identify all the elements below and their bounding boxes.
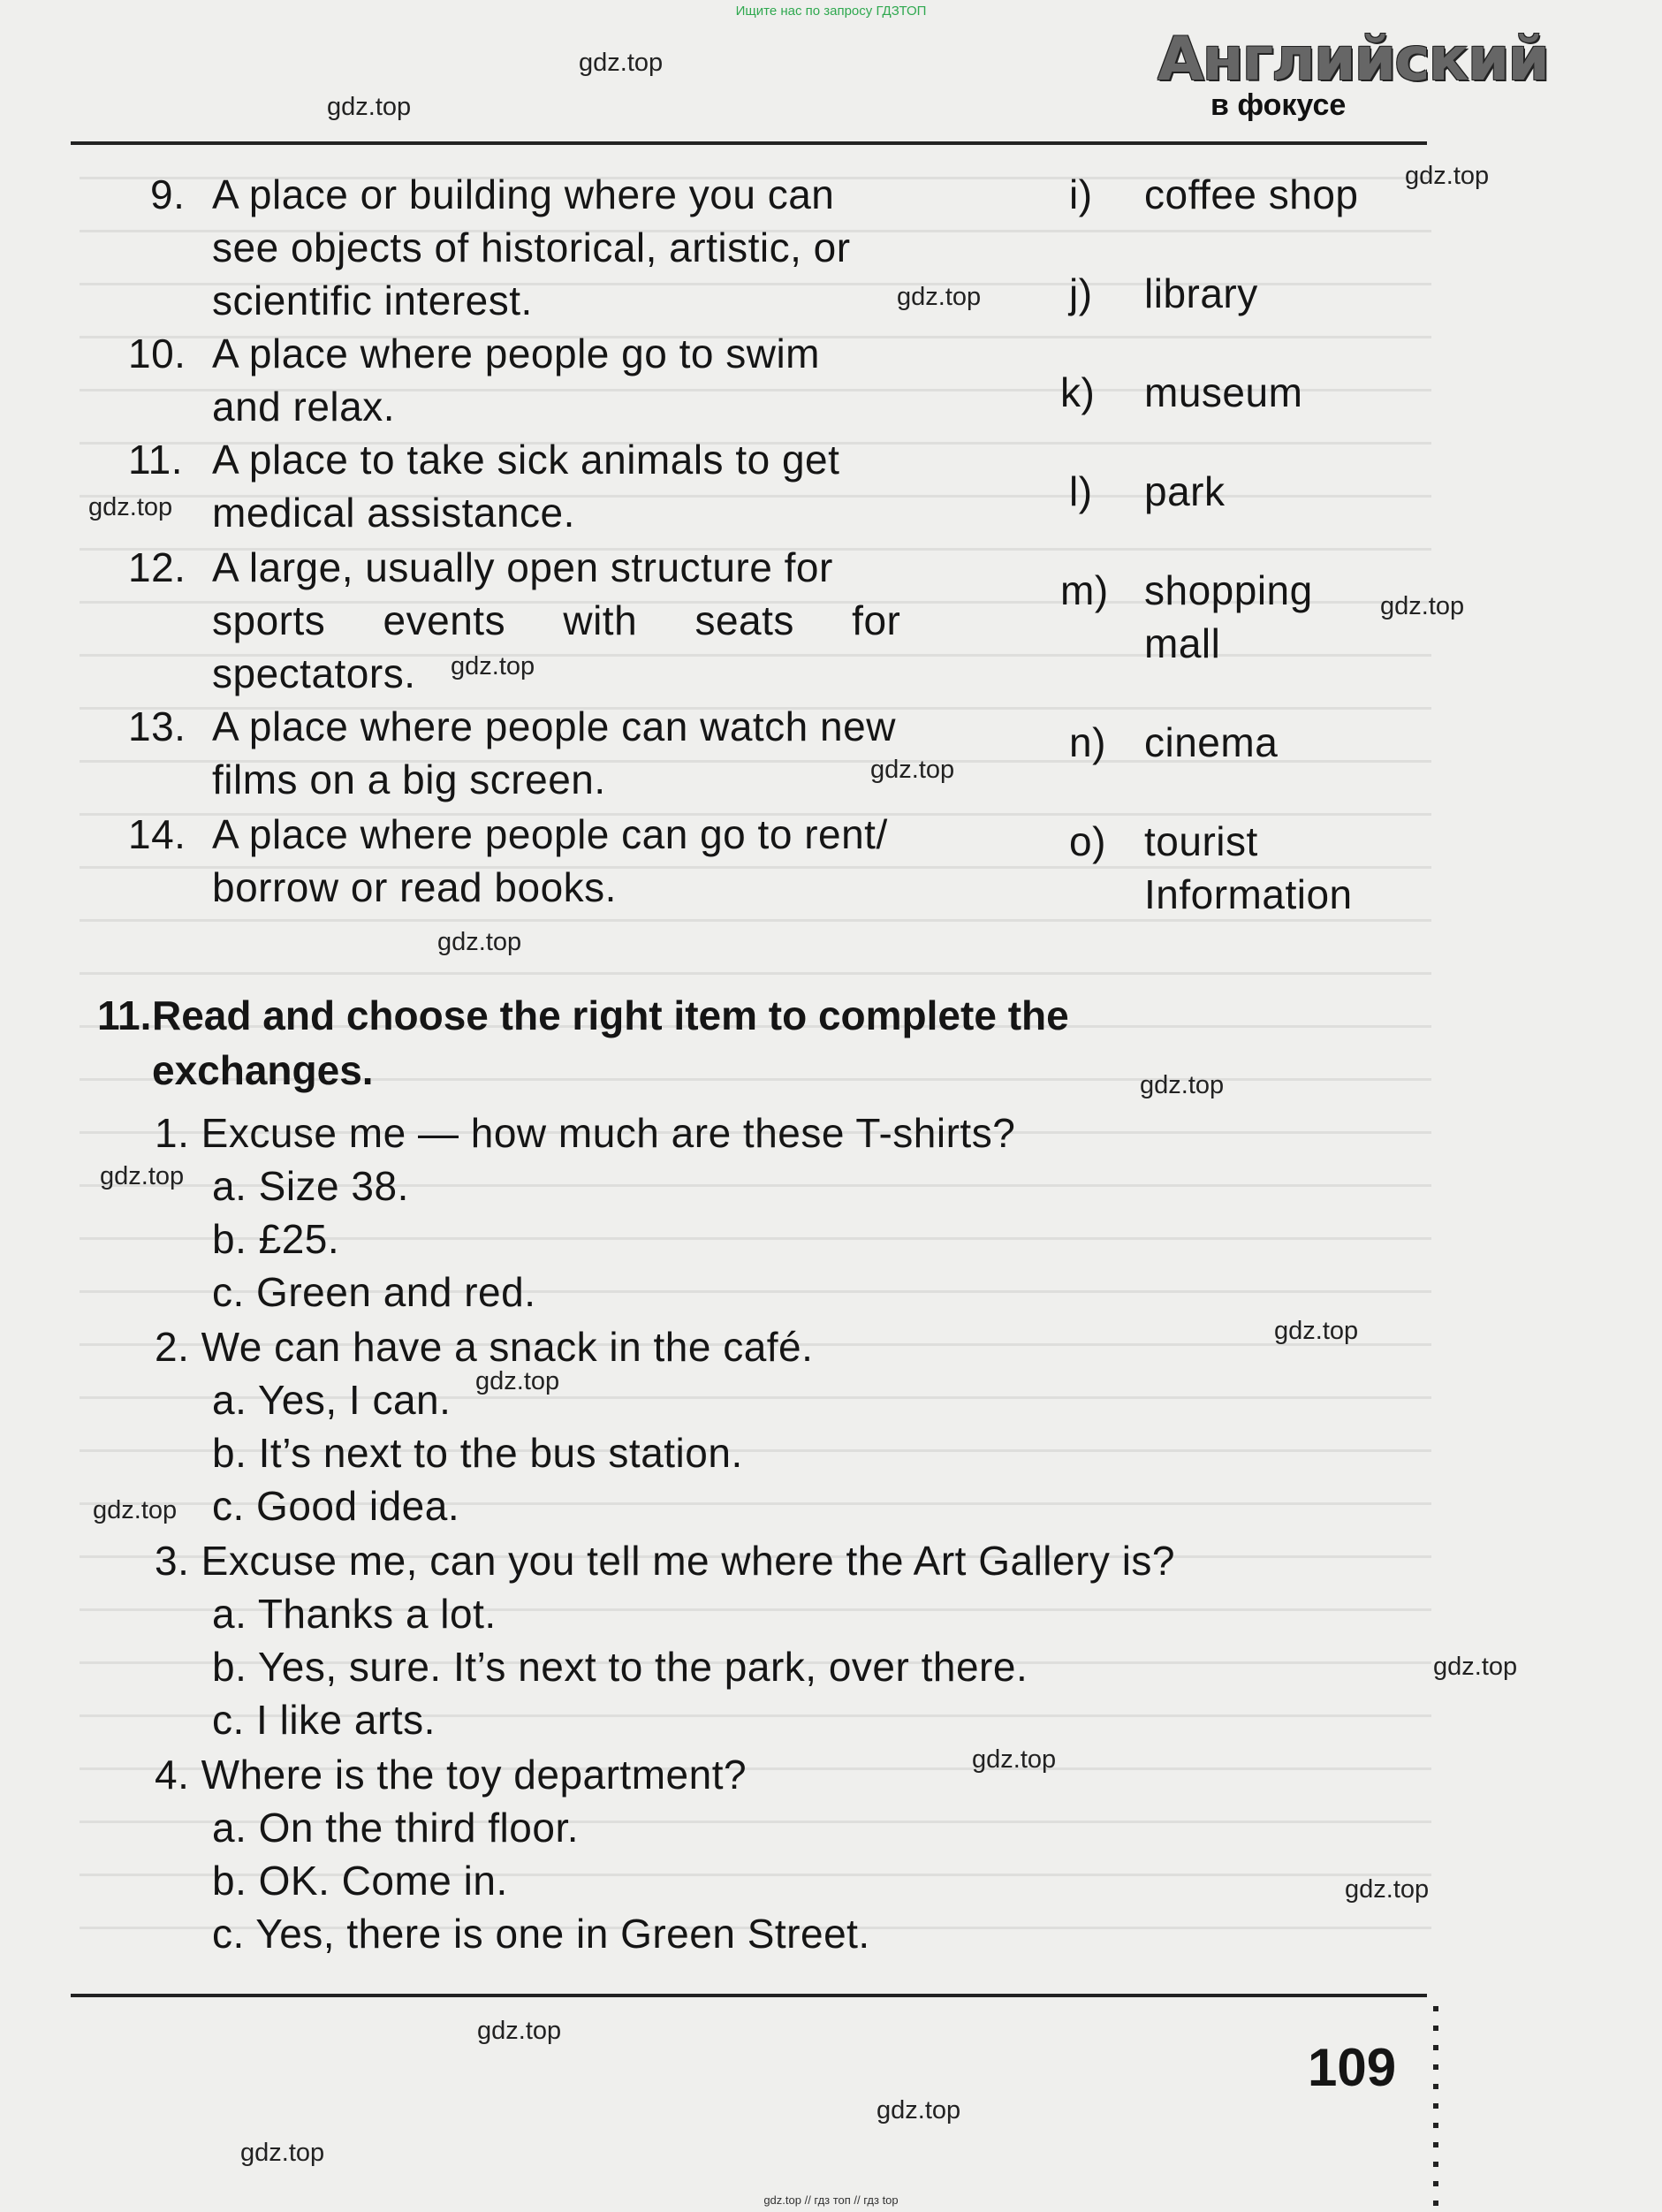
watermark: gdz.top <box>870 756 955 784</box>
item-number: 11. <box>128 437 184 483</box>
exercise-title-line: Read and choose the right item to complete the <box>152 992 1069 1038</box>
logo-title: Английский <box>1157 25 1548 95</box>
item-text-line: see objects of historical, artistic, or <box>212 224 851 270</box>
watermark: gdz.top <box>579 49 664 77</box>
item-text-line: medical assistance. <box>212 490 575 536</box>
book-logo <box>1157 25 1548 122</box>
item-number: 14. <box>128 811 186 857</box>
answer-option: c. Green and red. <box>212 1269 536 1315</box>
option-text: park <box>1144 468 1226 514</box>
option-letter: i) <box>1069 171 1093 217</box>
answer-option: b. It’s next to the bus station. <box>212 1430 743 1476</box>
exercise-number: 11. <box>97 992 152 1038</box>
watermark: gdz.top <box>100 1162 185 1190</box>
item-number: 10. <box>128 331 186 376</box>
logo-subtitle: в фокусе <box>1210 88 1347 122</box>
answer-option: c. Yes, there is one in Green Street. <box>212 1911 870 1957</box>
exercise-title-line: exchanges. <box>152 1047 374 1093</box>
watermark: gdz.top <box>877 2096 961 2125</box>
answer-option: a. Thanks a lot. <box>212 1591 497 1637</box>
option-letter: m) <box>1060 567 1109 613</box>
item-text-line: A place where people can watch new <box>212 703 896 749</box>
option-letter: j) <box>1069 270 1093 316</box>
question: 1. Excuse me — how much are these T-shirts? <box>155 1110 1016 1156</box>
option-letter: l) <box>1069 468 1093 514</box>
watermark: gdz.top <box>1140 1071 1225 1099</box>
watermark: gdz.top <box>240 2139 325 2167</box>
watermark: gdz.top <box>1433 1653 1518 1681</box>
item-number: 9. <box>150 171 186 217</box>
answer-option: b. OK. Come in. <box>212 1858 508 1904</box>
header-rule <box>71 141 1427 145</box>
watermark: gdz.top <box>1380 592 1465 620</box>
item-text-line: scientific interest. <box>212 277 533 323</box>
item-text-line: A place to take sick animals to get <box>212 437 840 483</box>
watermark: gdz.top <box>1405 162 1490 190</box>
watermark: gdz.top <box>327 93 412 121</box>
option-text: library <box>1144 270 1258 316</box>
item-text-line: A large, usually open structure for <box>212 544 833 590</box>
option-text: shopping <box>1144 567 1313 613</box>
watermark: gdz.top <box>88 493 173 521</box>
item-text-line: A place where people can go to rent/ <box>212 811 888 857</box>
answer-option: b. Yes, sure. It’s next to the park, over there. <box>212 1644 1028 1690</box>
footer-rule <box>71 1994 1427 1997</box>
item-number: 12. <box>128 544 186 590</box>
answer-option: c. I like arts. <box>212 1697 436 1743</box>
answer-option: b. £25. <box>212 1216 340 1262</box>
question: 2. We can have a snack in the café. <box>155 1324 814 1370</box>
option-text: Information <box>1144 871 1353 917</box>
answer-option: c. Good idea. <box>212 1483 460 1529</box>
watermark: gdz.top <box>972 1745 1057 1774</box>
item-text-line: borrow or read books. <box>212 864 617 910</box>
item-text-line: sports events with seats for <box>212 597 901 643</box>
answer-option: a. On the third floor. <box>212 1805 580 1851</box>
answer-option: a. Size 38. <box>212 1163 409 1209</box>
page-number: 109 <box>1308 2038 1397 2097</box>
item-number: 13. <box>128 703 186 749</box>
option-text: museum <box>1144 369 1303 415</box>
watermark: gdz.top <box>475 1367 560 1395</box>
item-text-line: films on a big screen. <box>212 756 606 802</box>
top-banner: Ищите нас по запросу ГДЗТОП <box>735 4 927 19</box>
question: 4. Where is the toy department? <box>155 1752 748 1798</box>
margin-dots <box>1433 2006 1438 2209</box>
watermark: gdz.top <box>451 652 535 680</box>
option-letter: n) <box>1069 719 1106 765</box>
option-letter: k) <box>1060 369 1096 415</box>
bottom-banner: gdz.top // гдз топ // гдз top <box>763 2193 899 2207</box>
option-text: cinema <box>1144 719 1279 765</box>
question: 3. Excuse me, can you tell me where the Art Gallery is? <box>155 1538 1175 1584</box>
watermark: gdz.top <box>477 2017 562 2045</box>
item-text-line: A place or building where you can <box>212 171 835 217</box>
watermark: gdz.top <box>437 928 522 956</box>
watermark: gdz.top <box>897 283 982 311</box>
watermark: gdz.top <box>1274 1317 1359 1345</box>
watermark: gdz.top <box>93 1496 178 1524</box>
option-text: coffee shop <box>1144 171 1359 217</box>
item-text-line: A place where people go to swim <box>212 331 821 376</box>
item-text-line: spectators. <box>212 650 416 696</box>
option-text: tourist <box>1144 818 1258 864</box>
option-letter: o) <box>1069 818 1106 864</box>
answer-option: a. Yes, I can. <box>212 1377 452 1423</box>
watermark: gdz.top <box>1345 1875 1430 1904</box>
option-text: mall <box>1144 620 1221 666</box>
item-text-line: and relax. <box>212 384 396 429</box>
